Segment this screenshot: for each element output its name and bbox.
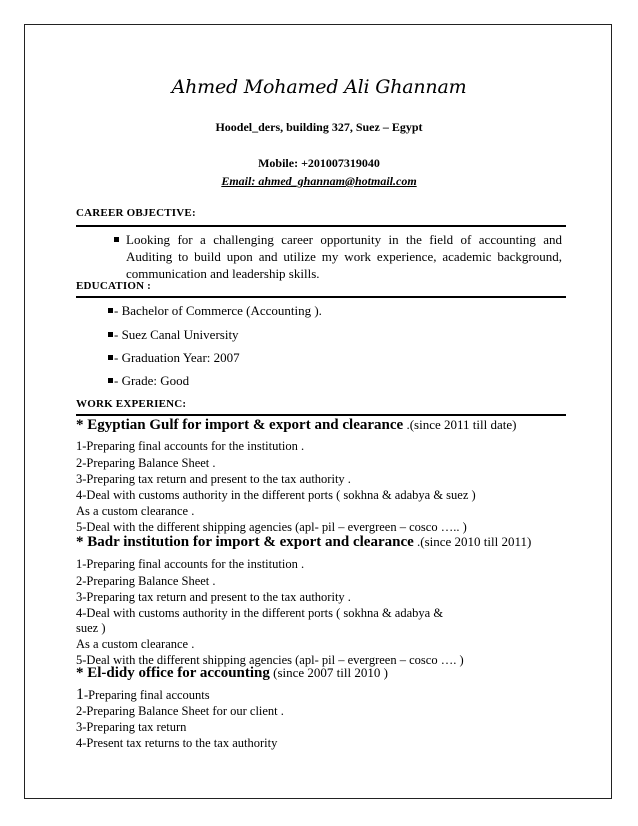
education-rule [76,296,566,298]
job-line: 3-Preparing tax return and present to the tax authority . [76,590,351,604]
job-line: 2-Preparing Balance Sheet . [76,456,216,470]
job-line: As a custom clearance . [76,637,195,651]
job-line: 2-Preparing Balance Sheet . [76,574,216,588]
education-item: - Suez Canal University [114,327,239,342]
work-rule [76,414,566,416]
job-line: suez ) [76,621,106,635]
page-border [24,24,612,799]
job-title: * Egyptian Gulf for import & export and clearance .(since 2011 till date) [76,417,517,433]
job-line: 1-Preparing final accounts for the institution . [76,439,305,453]
job-line-text: -Preparing final accounts [84,688,210,702]
candidate-name: Ahmed Mohamed Ali Ghannam [171,76,467,98]
job-line: 1-Preparing final accounts [76,686,210,703]
education-item: - Graduation Year: 2007 [114,350,240,365]
job-line: 4-Deal with customs authority in the different ports ( sokhna & adabya & [76,606,444,620]
career-text: Looking for a challenging career opportunity in the field of accounting and Auditing to build upon and utilize my work experience, academic background, communication and leadership skills. [126,232,562,281]
education-item: - Grade: Good [114,373,190,388]
address: Hoodel_ders, building 327, Suez – Egypt [215,120,423,134]
job-title: * El-didy office for accounting (since 2007 till 2010 ) [76,665,388,681]
job-line: 4-Deal with customs authority in the different ports ( sokhna & adabya & suez ) [76,488,476,502]
job-line: As a custom clearance . [76,504,195,518]
job-line: 3-Preparing tax return [76,720,187,734]
job-line: 5-Deal with the different shipping agencies (apl- pil – evergreen – cosco …. ) [76,653,464,667]
job-line: 5-Deal with the different shipping agencies (apl- pil – evergreen – cosco ….. ) [76,520,467,534]
job-line: 2-Preparing Balance Sheet for our client . [76,704,284,718]
email-link[interactable]: Email: ahmed_ghannam@hotmail.com [221,174,417,188]
job-title: * Badr institution for import & export and clearance .(since 2010 till 2011) [76,534,532,550]
work-heading: WORK EXPERIENC: [76,398,187,410]
education-item: - Bachelor of Commerce (Accounting ). [114,303,322,318]
education-heading: EDUCATION : [76,280,152,292]
job-line: 4-Present tax returns to the tax authority [76,736,278,750]
mobile: Mobile: +201007319040 [258,156,380,170]
job-line: 1-Preparing final accounts for the institution . [76,557,305,571]
career-rule [76,225,566,227]
email-row [0,174,638,189]
job-line: 3-Preparing tax return and present to the tax authority . [76,472,351,486]
career-heading: CAREER OBJECTIVE: [76,207,196,219]
